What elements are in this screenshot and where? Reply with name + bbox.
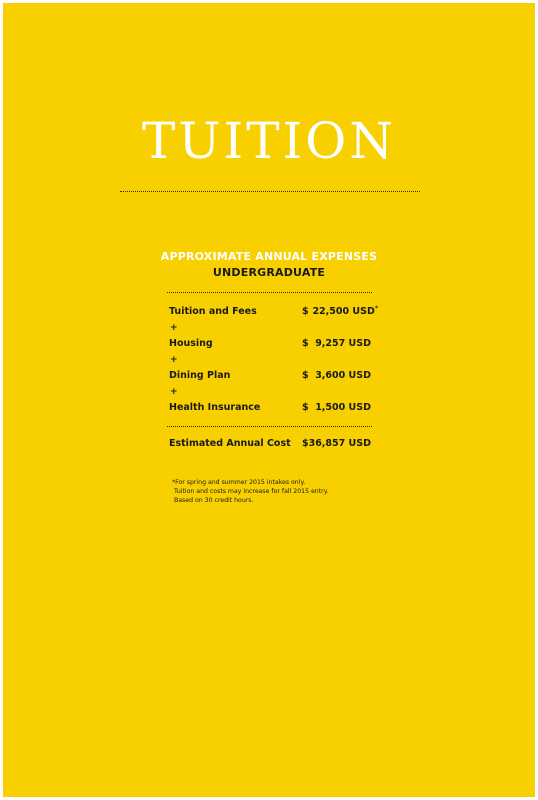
currency-symbol: $ (302, 370, 309, 381)
expense-amount: 9,257 USD (315, 338, 371, 349)
footnote-marker: * (374, 305, 378, 312)
expense-label: Housing (169, 338, 213, 349)
footnote (172, 478, 328, 505)
expenses-heading: APPROXIMATE ANNUAL EXPENSES (160, 250, 378, 263)
currency-symbol: $ (302, 438, 309, 449)
expense-label: Tuition and Fees (169, 306, 257, 317)
page-title: TUITION (141, 112, 397, 170)
expense-row-tuition (169, 305, 399, 319)
expense-amount: 22,500 USD* (312, 305, 378, 317)
footnote-line: Based on 30 credit hours. (174, 497, 254, 504)
expense-row-total (169, 437, 399, 451)
footnote-line: Tuition and costs may increase for fall 2015 entry. (174, 488, 329, 495)
currency-symbol: $ (302, 338, 309, 349)
plus-sign: + (170, 323, 178, 333)
currency-symbol: $ (302, 306, 309, 317)
currency-symbol: $ (302, 402, 309, 413)
expense-row-dining (169, 369, 399, 383)
expenses-subheading: UNDERGRADUATE (212, 266, 326, 279)
plus-sign: + (170, 355, 178, 365)
tuition-page (3, 3, 535, 797)
footnote-line: *For spring and summer 2015 intakes only. (172, 479, 306, 486)
expense-row-health-insurance (169, 401, 399, 415)
expense-row-housing (169, 337, 399, 351)
table-top-divider (167, 292, 372, 293)
title-divider (120, 191, 420, 192)
total-label: Estimated Annual Cost (169, 438, 291, 449)
table-bottom-divider (167, 426, 372, 427)
expense-amount: 3,600 USD (315, 370, 371, 381)
total-amount: 36,857 USD (308, 438, 371, 449)
plus-sign: + (170, 387, 178, 397)
expense-amount: 1,500 USD (315, 402, 371, 413)
expense-label: Health Insurance (169, 402, 261, 413)
expense-label: Dining Plan (169, 370, 231, 381)
